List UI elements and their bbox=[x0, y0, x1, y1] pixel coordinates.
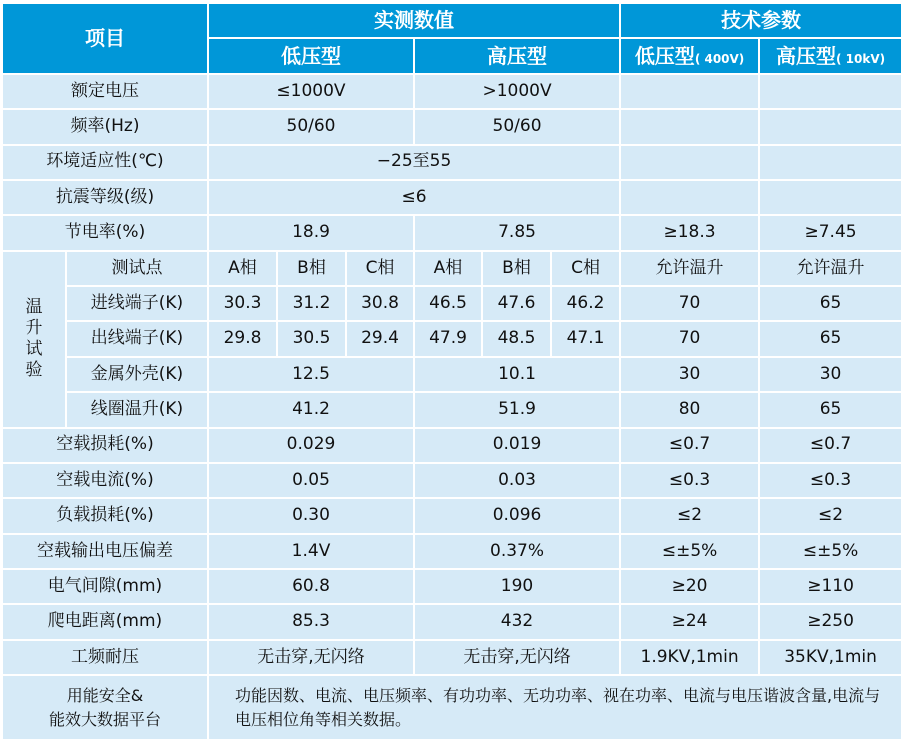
platform-label-line1: 用能安全& bbox=[66, 685, 144, 705]
tech-high-value: ≥110 bbox=[760, 570, 901, 603]
tech-high-value: ≥7.45 bbox=[760, 216, 901, 249]
row-label: 金属外壳(K) bbox=[67, 358, 207, 391]
merged-value: −25至55 bbox=[209, 146, 619, 179]
row-label: 出线端子(K) bbox=[67, 322, 207, 355]
row-test-point bbox=[3, 252, 901, 285]
row-output-deviation bbox=[3, 535, 901, 568]
row-label: 测试点 bbox=[67, 252, 207, 285]
low-c-value: 29.4 bbox=[347, 322, 413, 355]
tech-low-value bbox=[621, 181, 758, 214]
row-environment bbox=[3, 146, 901, 179]
high-value: 7.85 bbox=[415, 216, 619, 249]
header-tech-low bbox=[621, 39, 758, 72]
tech-low-value: ≤±5% bbox=[621, 535, 758, 568]
row-label: 负载损耗(%) bbox=[3, 499, 207, 532]
row-load-loss bbox=[3, 499, 901, 532]
tech-low-value: ≥18.3 bbox=[621, 216, 758, 249]
row-outgoing-terminal bbox=[3, 322, 901, 355]
tech-low-value: ≥24 bbox=[621, 605, 758, 638]
tech-low-value: ≥20 bbox=[621, 570, 758, 603]
high-value: 432 bbox=[415, 605, 619, 638]
row-label: 环境适应性(℃) bbox=[3, 146, 207, 179]
row-platform bbox=[3, 676, 901, 739]
header-measured: 实测数值 bbox=[209, 4, 619, 37]
high-value: 0.03 bbox=[415, 464, 619, 497]
row-withstand bbox=[3, 641, 901, 674]
row-label: 节电率(%) bbox=[3, 216, 207, 249]
tech-high-value: ≤0.7 bbox=[760, 429, 901, 462]
tech-high-value bbox=[760, 146, 901, 179]
header-item: 项目 bbox=[3, 4, 207, 73]
row-label: 空载电流(%) bbox=[3, 464, 207, 497]
row-creepage bbox=[3, 605, 901, 638]
phase-c-high: C相 bbox=[552, 252, 619, 285]
tech-low-value bbox=[621, 75, 758, 108]
high-value: 51.9 bbox=[415, 393, 619, 426]
low-value: 85.3 bbox=[209, 605, 413, 638]
low-a-value: 29.8 bbox=[209, 322, 276, 355]
row-label: 抗震等级(级) bbox=[3, 181, 207, 214]
phase-b-high: B相 bbox=[483, 252, 550, 285]
low-value: 12.5 bbox=[209, 358, 413, 391]
tech-low-value bbox=[621, 110, 758, 143]
tech-low-value: 80 bbox=[621, 393, 758, 426]
tech-low-value: ≤0.3 bbox=[621, 464, 758, 497]
low-value: 50/60 bbox=[209, 110, 413, 143]
row-label: 额定电压 bbox=[3, 75, 207, 108]
tech-high-value: 30 bbox=[760, 358, 901, 391]
high-value: 0.37% bbox=[415, 535, 619, 568]
tech-low-value: ≤2 bbox=[621, 499, 758, 532]
row-seismic bbox=[3, 181, 901, 214]
temp-test-label-text: 温升试验 bbox=[25, 296, 43, 381]
high-value: 190 bbox=[415, 570, 619, 603]
low-value: 无击穿,无闪络 bbox=[209, 641, 413, 674]
high-a-value: 46.5 bbox=[415, 287, 481, 320]
platform-label-line2: 能效大数据平台 bbox=[48, 709, 161, 729]
high-value: >1000V bbox=[415, 75, 619, 108]
high-value: 0.096 bbox=[415, 499, 619, 532]
low-c-value: 30.8 bbox=[347, 287, 413, 320]
tech-high-value: 65 bbox=[760, 322, 901, 355]
tech-high-value: 65 bbox=[760, 287, 901, 320]
phase-a-high: A相 bbox=[415, 252, 481, 285]
phase-a-low: A相 bbox=[209, 252, 276, 285]
tech-high-value: ≤2 bbox=[760, 499, 901, 532]
high-value: 10.1 bbox=[415, 358, 619, 391]
header-tech-low-text: 低压型 bbox=[634, 43, 695, 68]
tech-low-value: 30 bbox=[621, 358, 758, 391]
row-label: 频率(Hz) bbox=[3, 110, 207, 143]
row-rated-voltage bbox=[3, 75, 901, 108]
row-noload-loss bbox=[3, 429, 901, 462]
tech-low-value bbox=[621, 146, 758, 179]
header-high: 高压型 bbox=[415, 39, 619, 72]
high-b-value: 48.5 bbox=[483, 322, 550, 355]
high-c-value: 46.2 bbox=[552, 287, 619, 320]
high-value: 50/60 bbox=[415, 110, 619, 143]
row-coil-temp bbox=[3, 393, 901, 426]
merged-value: ≤6 bbox=[209, 181, 619, 214]
low-b-value: 31.2 bbox=[278, 287, 345, 320]
platform-label bbox=[3, 676, 207, 739]
row-label: 空载输出电压偏差 bbox=[3, 535, 207, 568]
header-low: 低压型 bbox=[209, 39, 413, 72]
tech-high-value: 65 bbox=[760, 393, 901, 426]
low-value: 1.4V bbox=[209, 535, 413, 568]
row-noload-current bbox=[3, 464, 901, 497]
high-c-value: 47.1 bbox=[552, 322, 619, 355]
high-value: 无击穿,无闪络 bbox=[415, 641, 619, 674]
row-frequency bbox=[3, 110, 901, 143]
tech-low-value: ≤0.7 bbox=[621, 429, 758, 462]
row-incoming-terminal bbox=[3, 287, 901, 320]
row-metal-shell bbox=[3, 358, 901, 391]
row-label: 爬电距离(mm) bbox=[3, 605, 207, 638]
tech-low-value: 允许温升 bbox=[621, 252, 758, 285]
low-value: 0.30 bbox=[209, 499, 413, 532]
low-value: ≤1000V bbox=[209, 75, 413, 108]
header-tech-high-text: 高压型 bbox=[776, 43, 836, 68]
row-label: 线圈温升(K) bbox=[67, 393, 207, 426]
low-value: 18.9 bbox=[209, 216, 413, 249]
tech-high-value: 35KV,1min bbox=[760, 641, 901, 674]
row-label: 进线端子(K) bbox=[67, 287, 207, 320]
temp-test-group-label bbox=[3, 252, 65, 427]
spec-table bbox=[1, 2, 903, 741]
high-b-value: 47.6 bbox=[483, 287, 550, 320]
tech-high-value: ≤±5% bbox=[760, 535, 901, 568]
tech-high-value bbox=[760, 75, 901, 108]
low-b-value: 30.5 bbox=[278, 322, 345, 355]
row-saving-rate bbox=[3, 216, 901, 249]
tech-high-value bbox=[760, 110, 901, 143]
header-tech-high-unit: ( 10kV) bbox=[836, 51, 886, 66]
high-a-value: 47.9 bbox=[415, 322, 481, 355]
low-value: 60.8 bbox=[209, 570, 413, 603]
high-value: 0.019 bbox=[415, 429, 619, 462]
tech-low-value: 70 bbox=[621, 322, 758, 355]
tech-low-value: 1.9KV,1min bbox=[621, 641, 758, 674]
header-tech-high bbox=[760, 39, 901, 72]
low-value: 0.05 bbox=[209, 464, 413, 497]
phase-c-low: C相 bbox=[347, 252, 413, 285]
row-label: 空载损耗(%) bbox=[3, 429, 207, 462]
tech-high-value: 允许温升 bbox=[760, 252, 901, 285]
header-tech: 技术参数 bbox=[621, 4, 901, 37]
row-label: 工频耐压 bbox=[3, 641, 207, 674]
platform-description: 功能因数、电流、电压频率、有功功率、无功功率、视在功率、电流与电压谐波含量,电流与电压相位角等相关数据。 bbox=[209, 676, 901, 739]
tech-high-value: ≤0.3 bbox=[760, 464, 901, 497]
low-value: 41.2 bbox=[209, 393, 413, 426]
row-label: 电气间隙(mm) bbox=[3, 570, 207, 603]
header-tech-low-unit: ( 400V) bbox=[694, 51, 745, 66]
low-a-value: 30.3 bbox=[209, 287, 276, 320]
tech-high-value bbox=[760, 181, 901, 214]
row-clearance bbox=[3, 570, 901, 603]
phase-b-low: B相 bbox=[278, 252, 345, 285]
tech-low-value: 70 bbox=[621, 287, 758, 320]
low-value: 0.029 bbox=[209, 429, 413, 462]
tech-high-value: ≥250 bbox=[760, 605, 901, 638]
